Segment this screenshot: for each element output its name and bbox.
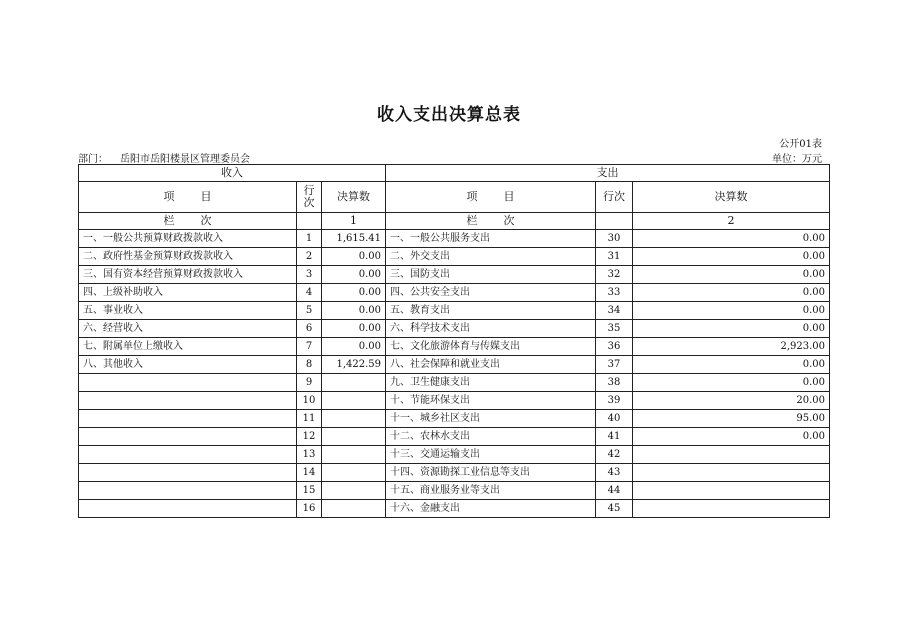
expense-amount-cell: 0.00 (633, 248, 830, 266)
income-item-cell: 五、事业收入 (79, 302, 297, 320)
income-amount-cell (322, 410, 386, 428)
table-row (79, 374, 830, 392)
expense-amount-cell: 0.00 (633, 266, 830, 284)
income-amount-cell: 0.00 (322, 320, 386, 338)
table-row (79, 248, 830, 266)
expense-row-no-cell: 45 (596, 500, 633, 518)
expense-row-no-cell: 38 (596, 374, 633, 392)
expense-row-no-cell: 44 (596, 482, 633, 500)
expense-row-no-cell: 41 (596, 428, 633, 446)
expense-amount-cell (633, 446, 830, 464)
income-item-cell: 二、政府性基金预算财政拨款收入 (79, 248, 297, 266)
income-row-no-cell: 4 (297, 284, 322, 302)
income-row-no-cell: 6 (297, 320, 322, 338)
table-row (79, 482, 830, 500)
income-amount-cell: 1,615.41 (322, 230, 386, 248)
department-label: 部门： (78, 154, 108, 165)
expense-row-no-cell: 35 (596, 320, 633, 338)
expense-column-label: 栏 次 (386, 213, 596, 230)
income-expense-table (78, 164, 830, 518)
income-row-no-cell: 9 (297, 374, 322, 392)
income-item-cell (79, 374, 297, 392)
income-row-no-cell: 10 (297, 392, 322, 410)
expense-amount-cell: 0.00 (633, 356, 830, 374)
income-amount-cell: 0.00 (322, 338, 386, 356)
income-amount-cell: 0.00 (322, 248, 386, 266)
income-amount-cell: 0.00 (322, 284, 386, 302)
table-body (79, 230, 830, 518)
expense-column-number: 2 (633, 213, 830, 230)
expense-item-cell: 十五、商业服务业等支出 (386, 482, 596, 500)
table-row (79, 500, 830, 518)
income-row-no-cell: 7 (297, 338, 322, 356)
income-item-cell (79, 446, 297, 464)
expense-row-no-cell: 36 (596, 338, 633, 356)
expense-amount-cell: 20.00 (633, 392, 830, 410)
table-row (79, 446, 830, 464)
expense-row-no-header: 行次 (596, 182, 633, 213)
income-amount-cell (322, 374, 386, 392)
income-row-no-cell: 14 (297, 464, 322, 482)
income-amount-cell (322, 446, 386, 464)
unit-label: 单位：万元 (772, 154, 822, 165)
form-number: 公开01表 (779, 139, 822, 150)
table-row (79, 320, 830, 338)
expense-row-no-cell: 43 (596, 464, 633, 482)
section-header-row (79, 165, 830, 182)
expense-amount-cell: 0.00 (633, 374, 830, 392)
income-row-no-cell: 15 (297, 482, 322, 500)
income-item-cell: 六、经营收入 (79, 320, 297, 338)
table-row (79, 284, 830, 302)
expense-row-no-cell: 31 (596, 248, 633, 266)
expense-item-cell: 五、教育支出 (386, 302, 596, 320)
income-row-no-cell: 5 (297, 302, 322, 320)
income-section-header: 收入 (79, 165, 386, 182)
expense-amount-cell: 0.00 (633, 302, 830, 320)
income-item-cell (79, 482, 297, 500)
income-item-cell: 四、上级补助收入 (79, 284, 297, 302)
expense-item-cell: 二、外交支出 (386, 248, 596, 266)
income-item-cell: 七、附属单位上缴收入 (79, 338, 297, 356)
income-item-cell (79, 392, 297, 410)
table-row (79, 356, 830, 374)
income-column-number: 1 (322, 213, 386, 230)
expense-amount-cell: 0.00 (633, 284, 830, 302)
expense-item-cell: 十、节能环保支出 (386, 392, 596, 410)
expense-row-no-cell: 32 (596, 266, 633, 284)
expense-amount-header: 决算数 (633, 182, 830, 213)
expense-row-no-cell: 40 (596, 410, 633, 428)
income-amount-cell: 0.00 (322, 266, 386, 284)
column-number-row (79, 213, 830, 230)
expense-amount-cell (633, 464, 830, 482)
income-amount-cell: 1,422.59 (322, 356, 386, 374)
income-column-label: 栏 次 (79, 213, 297, 230)
income-row-no-cell: 11 (297, 410, 322, 428)
income-amount-cell: 0.00 (322, 302, 386, 320)
expense-amount-cell: 95.00 (633, 410, 830, 428)
table-row (79, 338, 830, 356)
income-amount-cell (322, 464, 386, 482)
expense-amount-cell: 2,923.00 (633, 338, 830, 356)
income-item-cell (79, 410, 297, 428)
expense-item-cell: 七、文化旅游体育与传媒支出 (386, 338, 596, 356)
expense-item-cell: 一、一般公共服务支出 (386, 230, 596, 248)
table-row (79, 428, 830, 446)
table-row (79, 302, 830, 320)
income-amount-cell (322, 482, 386, 500)
table-row (79, 392, 830, 410)
department-line (78, 150, 250, 165)
column-header-row (79, 182, 830, 213)
income-amount-cell (322, 428, 386, 446)
income-row-no-cell: 3 (297, 266, 322, 284)
table-row (79, 464, 830, 482)
income-row-no-cell: 13 (297, 446, 322, 464)
expense-amount-cell: 0.00 (633, 230, 830, 248)
department-name: 岳阳市岳阳楼景区管理委员会 (120, 154, 250, 165)
income-item-cell: 三、国有资本经营预算财政拨款收入 (79, 266, 297, 284)
income-amount-cell (322, 500, 386, 518)
expense-row-no-cell: 30 (596, 230, 633, 248)
income-item-header: 项 目 (79, 182, 297, 213)
income-row-no-cell: 1 (297, 230, 322, 248)
income-item-cell (79, 500, 297, 518)
table-row (79, 410, 830, 428)
expense-amount-cell: 0.00 (633, 320, 830, 338)
expense-row-no-cell: 37 (596, 356, 633, 374)
income-row-no-cell: 12 (297, 428, 322, 446)
expense-item-cell: 三、国防支出 (386, 266, 596, 284)
income-amount-cell (322, 392, 386, 410)
income-row-no-cell: 16 (297, 500, 322, 518)
income-row-no-header: 行 次 (297, 182, 322, 213)
income-item-cell (79, 464, 297, 482)
expense-section-header: 支出 (386, 165, 830, 182)
income-row-no-cell: 2 (297, 248, 322, 266)
income-item-cell (79, 428, 297, 446)
expense-row-no-cell: 42 (596, 446, 633, 464)
expense-item-cell: 十二、农林水支出 (386, 428, 596, 446)
expense-item-cell: 九、卫生健康支出 (386, 374, 596, 392)
expense-amount-cell: 0.00 (633, 428, 830, 446)
expense-row-no-cell: 34 (596, 302, 633, 320)
expense-item-cell: 六、科学技术支出 (386, 320, 596, 338)
table-row (79, 266, 830, 284)
report-title: 收入支出决算总表 (377, 105, 521, 125)
expense-amount-cell (633, 500, 830, 518)
income-row-no-cell: 8 (297, 356, 322, 374)
expense-item-header: 项 目 (386, 182, 596, 213)
expense-item-cell: 十六、金融支出 (386, 500, 596, 518)
income-amount-header: 决算数 (322, 182, 386, 213)
income-item-cell: 一、一般公共预算财政拨款收入 (79, 230, 297, 248)
expense-item-cell: 八、社会保障和就业支出 (386, 356, 596, 374)
expense-item-cell: 十四、资源勘探工业信息等支出 (386, 464, 596, 482)
expense-item-cell: 十一、城乡社区支出 (386, 410, 596, 428)
expense-item-cell: 十三、交通运输支出 (386, 446, 596, 464)
expense-item-cell: 四、公共安全支出 (386, 284, 596, 302)
expense-row-no-cell: 33 (596, 284, 633, 302)
table-row (79, 230, 830, 248)
expense-row-no-cell: 39 (596, 392, 633, 410)
income-item-cell: 八、其他收入 (79, 356, 297, 374)
expense-amount-cell (633, 482, 830, 500)
